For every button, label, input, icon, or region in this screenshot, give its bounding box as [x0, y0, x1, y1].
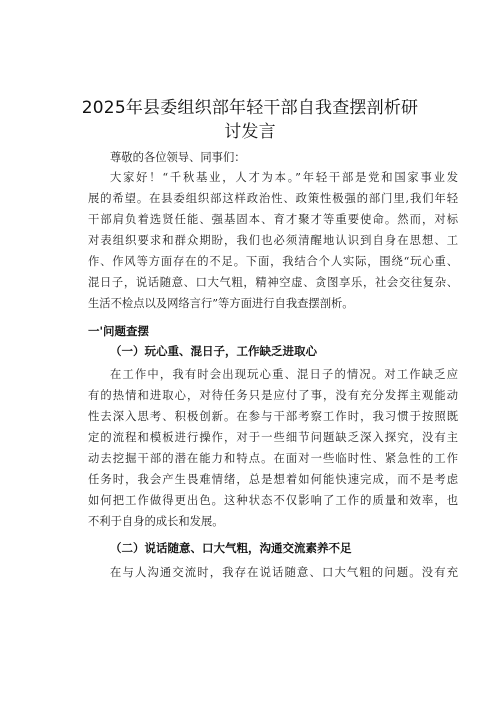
body-line: 性去深入思考、积极创新。在参与干部考察工作时，我习惯于按照既: [88, 410, 458, 423]
intro-line: 大家好！“千秋基业，人才为本。”年轻干部是党和国家事业发: [110, 171, 458, 184]
body-line: 动去挖掘干部的潜在能力和特点。在面对一些临时性、紧急性的工作: [88, 452, 458, 465]
body-line: 有的热情和进取心，对待任务只是应付了事，没有充分发挥主观能动: [88, 389, 458, 402]
body-line: 任务时，我会产生畏难情绪，总是想着如何能快速完成，而不是考虑: [88, 473, 458, 486]
intro-line: 干部肩负着选贤任能、强基固本、育才聚才等重要使命。然而，对标: [88, 213, 458, 226]
salutation: 尊敬的各位领导、同事们：: [110, 151, 246, 164]
intro-line: 混日子，说话随意、口大气粗，精神空虚、贪图享乐，社会交往复杂、: [88, 276, 458, 289]
document-title-line-2: 讨发言: [224, 122, 276, 142]
body-line: 在与人沟通交流时，我存在说话随意、口大气粗的问题。没有充: [110, 566, 458, 579]
document-title-line-1: 2025年县委组织部年轻干部自我查摆剖析研: [81, 98, 419, 118]
body-line: 在工作中，我有时会出现玩心重、混日子的情况。对工作缺乏应: [110, 368, 458, 381]
intro-line: 对表组织要求和群众期盼，我们也必须清醒地认识到自身在思想、工: [88, 234, 458, 247]
intro-line: 生活不检点以及网络言行”等方面进行自我查摆剖析。: [88, 297, 354, 310]
body-line: 定的流程和模板进行操作，对于一些细节问题缺乏深入探究，没有主: [88, 431, 458, 444]
subsection-heading: （二）说话随意、口大气粗，沟通交流素养不足: [110, 541, 352, 555]
intro-line: 作、作风等方面存在的不足。下面，我结合个人实际，围绕“玩心重、: [88, 255, 458, 268]
body-line: 如何把工作做得更出色。这种状态不仅影响了工作的质量和效率，也: [88, 494, 458, 507]
body-line: 不利于自身的成长和发展。: [88, 515, 224, 528]
intro-line: 展的希望。在县委组织部这样政治性、政策性极强的部门里,我们年轻: [88, 192, 458, 205]
subsection-heading: （一）玩心重、混日子，工作缺乏进取心: [110, 344, 317, 358]
section-heading: 一'问题查摆: [88, 324, 150, 338]
